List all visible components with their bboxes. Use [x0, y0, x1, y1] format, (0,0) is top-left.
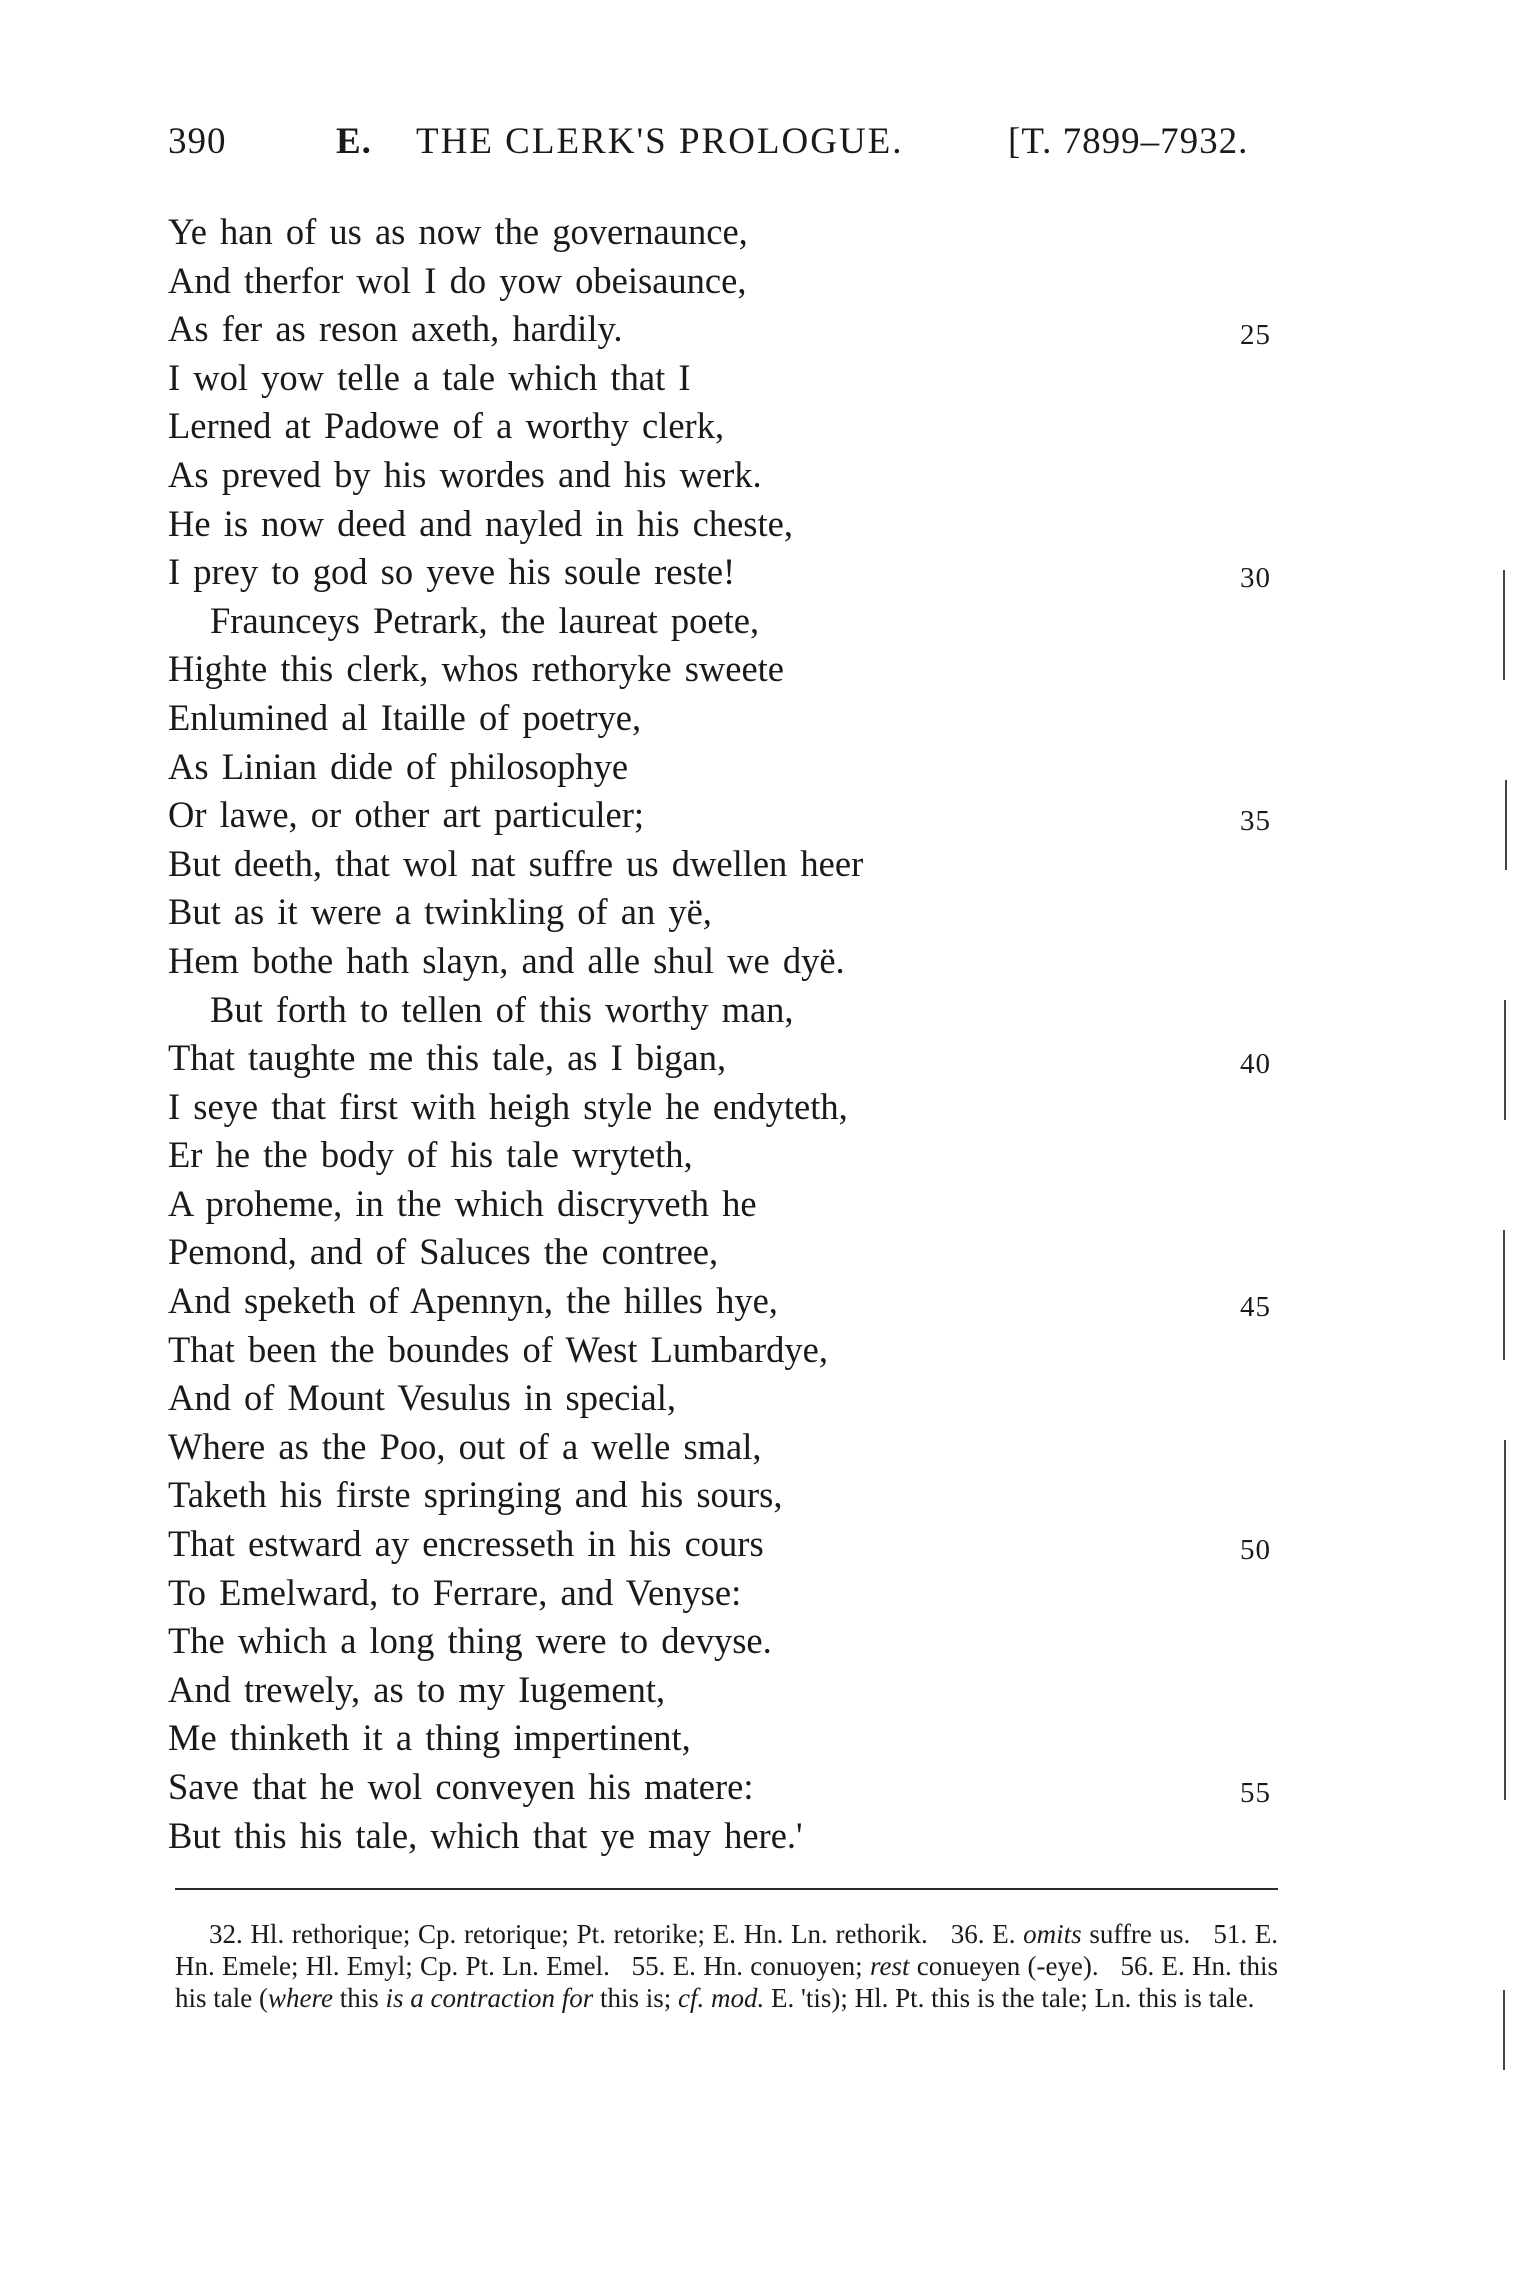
footnote-text: E. 'tis); Hl. Pt. this is the tale; Ln. this is tale.: [771, 1983, 1255, 2013]
verse-line: [168, 1228, 1288, 1277]
verse-line: [168, 305, 1288, 354]
verse-text: Where as the Poo, out of a welle smal,: [168, 1425, 762, 1467]
verse-text: But as it were a twinkling of an yë,: [168, 891, 712, 933]
verse-line: [168, 257, 1288, 306]
footnote-number: 55.: [631, 1951, 666, 1981]
verse-text: The which a long thing were to devyse.: [168, 1620, 772, 1662]
verse-text: And speketh of Apennyn, the hilles hye,: [168, 1280, 778, 1322]
verse-text: Save that he wol conveyen his matere:: [168, 1766, 754, 1807]
verse-text: I seye that first with heigh style he endyteth,: [168, 1085, 848, 1127]
verse-line: [168, 888, 1288, 937]
verse-text: As fer as reson axeth, hardily.: [168, 308, 623, 350]
page-title: THE CLERK'S PROLOGUE.: [416, 121, 904, 162]
verse-line: [168, 597, 1288, 646]
footnote-italic: omits: [1023, 1919, 1082, 1949]
verse-text: To Emelward, to Ferrare, and Venyse:: [168, 1571, 742, 1613]
line-number: 35: [1240, 805, 1271, 838]
verse-line: [168, 937, 1288, 986]
scan-edge-mark: [1503, 1990, 1505, 2070]
footnote-italic: is a contraction for: [385, 1983, 594, 2013]
verse-line: [168, 1180, 1288, 1229]
verse-line: [168, 1083, 1288, 1132]
footnote-number: 36.: [950, 1919, 985, 1949]
verse-line: [168, 743, 1288, 792]
verse-text: Pemond, and of Saluces the contree,: [168, 1231, 719, 1273]
verse-line: [168, 500, 1288, 549]
footnote-number: 32.: [209, 1919, 243, 1949]
verse-text: And therfor wol I do yow obeisaunce,: [168, 259, 747, 301]
verse-line: [168, 1034, 1288, 1083]
verse-text: Taketh his firste springing and his sours,: [168, 1474, 783, 1516]
scan-edge-mark: [1503, 570, 1505, 680]
verse-line: [168, 451, 1288, 500]
verse-text: Hem bothe hath slayn, and alle shul we dyë.: [168, 939, 845, 981]
verse-text: Highte this clerk, whos rethoryke sweete: [168, 648, 784, 690]
footnote-text: this: [339, 1983, 379, 2013]
verse-line: [168, 645, 1288, 694]
verse-text: As Linian dide of philosophye: [168, 745, 629, 787]
line-number: 25: [1240, 319, 1271, 352]
verse-text: And trewely, as to my Iugement,: [168, 1668, 666, 1710]
verse-line: [168, 1569, 1288, 1618]
verse-text: Me thinketh it a thing impertinent,: [168, 1717, 691, 1759]
verse-line: [168, 548, 1288, 597]
footnote-text: Hl. rethorique; Cp. retorique; Pt. retorike; E. Hn. Ln. rethorik.: [250, 1919, 928, 1949]
footnote-number: 51.: [1213, 1919, 1248, 1949]
line-number: 45: [1240, 1291, 1271, 1324]
verse-text: Lerned at Padowe of a worthy clerk,: [168, 405, 725, 447]
verse-line: [168, 1374, 1288, 1423]
verse-text: Enlumined al Itaille of poetrye,: [168, 696, 642, 738]
verse-line: [168, 1326, 1288, 1375]
section-letter: E.: [336, 121, 372, 162]
footnote-text: E. Hn. conuoyen;: [672, 1951, 863, 1981]
scan-edge-mark: [1505, 780, 1507, 870]
line-number: 30: [1240, 562, 1271, 595]
verse-text: I prey to god so yeve his soule reste!: [168, 551, 736, 593]
verse-text: Or lawe, or other art particuler;: [168, 794, 645, 836]
verse-text: As preved by his wordes and his werk.: [168, 453, 762, 495]
line-number: 40: [1240, 1048, 1271, 1081]
page-number: 390: [168, 121, 227, 162]
footnote-text: E. Hn. Emele; Hl. Emyl; Cp. Pt. Ln. Emel.: [175, 1919, 1279, 1981]
verse-text: That taughte me this tale, as I bigan,: [168, 1037, 727, 1079]
footnote-text: suffre us.: [1089, 1919, 1191, 1949]
verse-line: [168, 1617, 1288, 1666]
verse-text: And of Mount Vesulus in special,: [168, 1377, 676, 1419]
verse-text: He is now deed and nayled in his cheste,: [168, 502, 793, 544]
verse-line: [168, 1812, 1288, 1861]
footnotes: [175, 1918, 1278, 2014]
line-range: [T. 7899–7932.: [1008, 121, 1249, 162]
verse-line: [168, 1471, 1288, 1520]
footnote-text: conueyen (-eye).: [916, 1951, 1099, 1981]
verse-line: [168, 791, 1288, 840]
verse-text: But deeth, that wol nat suffre us dwellen heer: [168, 842, 864, 884]
scan-edge-mark: [1504, 1440, 1506, 1800]
verse-line: [168, 1277, 1288, 1326]
verse-line: [168, 986, 1288, 1035]
verse-line: [168, 354, 1288, 403]
running-header: [168, 120, 1288, 180]
verse-line: [168, 1520, 1288, 1569]
footnote-block: [175, 1918, 1278, 2014]
verse-text: That estward ay encresseth in his cours: [168, 1523, 764, 1565]
line-number: 55: [1240, 1777, 1271, 1809]
verse-line: [168, 1666, 1288, 1715]
verse-text: I wol yow telle a tale which that I: [168, 356, 691, 398]
verse-line: [168, 694, 1288, 743]
footnote-italic: where: [267, 1983, 333, 2013]
verse-line: [168, 840, 1288, 889]
scan-edge-mark: [1504, 1000, 1506, 1120]
verse-line: [168, 1714, 1288, 1763]
verse-text: Er he the body of his tale wryteth,: [168, 1134, 693, 1176]
verse-line: [168, 1763, 1288, 1812]
poem-text: [168, 208, 1288, 1860]
footnote-italic: rest: [869, 1951, 910, 1981]
footnote-text: E.: [992, 1919, 1016, 1949]
verse-line: [168, 402, 1288, 451]
verse-line: [168, 1423, 1288, 1472]
line-number: 50: [1240, 1534, 1271, 1567]
verse-text: But this his tale, which that ye may here.': [168, 1814, 803, 1856]
footnote-number: 56.: [1120, 1951, 1155, 1981]
scan-edge-mark: [1503, 1230, 1505, 1360]
footnote-italic: cf. mod.: [678, 1983, 765, 2013]
verse-text: Ye han of us as now the governaunce,: [168, 211, 748, 252]
verse-line: [168, 1131, 1288, 1180]
verse-text: A proheme, in the which discryveth he: [168, 1182, 757, 1224]
footnote-text: this is;: [599, 1983, 672, 2013]
verse-text: That been the boundes of West Lumbardye,: [168, 1328, 828, 1370]
verse-line: [168, 208, 1288, 257]
footnote-text: E. Hn. this his tale (: [175, 1951, 1279, 2013]
verse-text: But forth to tellen of this worthy man,: [210, 988, 794, 1030]
footnote-divider: [175, 1888, 1278, 1890]
verse-text: Fraunceys Petrark, the laureat poete,: [210, 599, 760, 641]
